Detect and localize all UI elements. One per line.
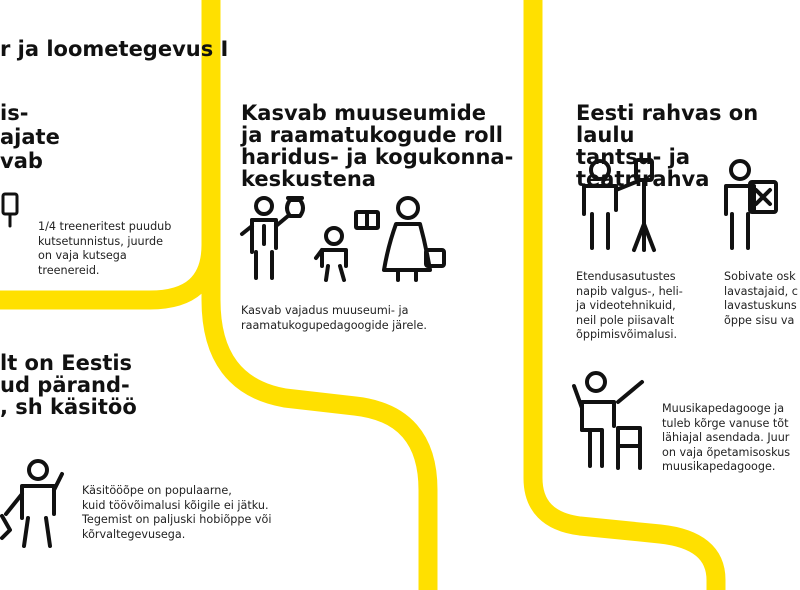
stage-technician-icon — [574, 154, 664, 254]
singing-heading: Eesti rahvas on laulu tantsu- ja teatrirahva — [576, 101, 759, 191]
museums-text: Kasvab vajadus muuseumi- ja raamatukogupedagoogide järele. — [241, 304, 427, 332]
heading-fragment-1: is- — [0, 101, 29, 125]
family-museum-icon — [238, 186, 453, 282]
director-script-icon — [722, 154, 800, 254]
section-title-top-left: r ja loometegevus I — [0, 37, 229, 61]
craftsman-icon — [0, 454, 70, 550]
trainer-person-icon — [0, 188, 24, 230]
heading-fragment-2: ajate — [0, 125, 60, 149]
heading-fragment-3: vab — [0, 149, 43, 173]
stage-technician-text: Etendusasutustes napib valgus-, heli- ja videotehnikuid, neil pole piisavalt õppimisvõimalusi. — [576, 270, 683, 341]
heritage-heading: lt on Eestis ud pärand- , sh käsitöö — [0, 351, 137, 419]
heritage-text: Käsitööõpe on populaarne, kuid töövõimalusi kõigile ei jätku. Tegemist on paljuski hobiõppe või kõrvaltegevusega. — [82, 484, 272, 541]
director-text: Sobivate osk lavastajaid, c lavastuskuns õppe sisu va — [724, 270, 798, 327]
music-teacher-icon — [566, 368, 650, 472]
trainer-text: 1/4 treeneritest puudub kutsetunnistus, juurde on vaja kutsega treenereid. — [38, 220, 172, 277]
museums-heading: Kasvab muuseumide ja raamatukogude roll haridus- ja kogukonna- keskustena — [241, 101, 514, 191]
music-teacher-text: Muusikapedagooge ja tuleb kõrge vanuse tõt lähiajal asendada. Juur on vaja õpetamisoskus muusikapedagooge. — [662, 402, 791, 473]
